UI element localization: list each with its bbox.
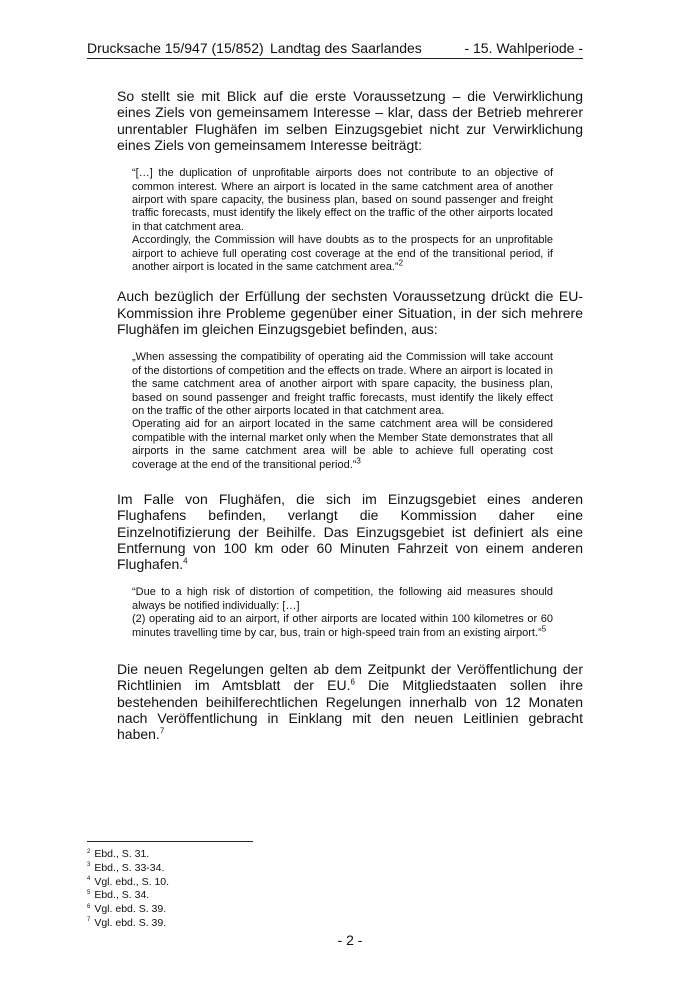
quote-3-part-b-text: (2) operating aid to an airport, if other airports are located within 100 kilometres or 60 minutes travelling time by car, bus, train or high-speed train from an existing airport.”	[132, 613, 553, 639]
page-header	[87, 40, 583, 59]
quote-3	[132, 586, 553, 640]
footnote-number: 5	[87, 889, 91, 896]
footnote-ref-2: 2	[398, 258, 404, 268]
paragraph-2: Auch bezüglich der Erfüllung der sechsten Voraussetzung drückt die EU-Kommission ihre Probleme gegenüber einer Situation, in der sich mehrere Flughäfen im gleichen Einzugsgebiet befinden, aus:	[117, 288, 583, 338]
quote-3-part-b	[132, 613, 553, 640]
footnote-number: 4	[87, 876, 91, 883]
header-parliament: Landtag des Saarlandes	[270, 40, 422, 56]
footnote-text: Ebd., S. 31.	[94, 848, 150, 860]
footnote-6	[87, 903, 169, 917]
paragraph-4-text-a: Die neuen Regelungen gelten ab dem Zeitpunkt der Veröffentlichung der Richtlinien im Amtsblatt der EU.	[117, 661, 583, 694]
quote-3-part-a: “Due to a high risk of distortion of competition, the following aid measures should always be notified individually: […]	[132, 586, 553, 612]
footnote-number: 3	[87, 862, 91, 869]
footnote-text: Ebd., S. 33-34.	[94, 861, 165, 874]
quote-1-part-b-text: Accordingly, the Commission will have doubts as to the prospects for an unprofitable airport to achieve full operating cost coverage at the end of the transitional period, if another airport is located in the same catchment area.”	[132, 234, 553, 274]
paragraph-3	[117, 491, 583, 572]
footnote-ref-4: 4	[183, 556, 188, 566]
footnote-text: Ebd., S. 34.	[94, 889, 150, 902]
page-number: - 2 -	[337, 932, 363, 948]
footnote-separator	[87, 841, 253, 842]
footnote-ref-5: 5	[541, 624, 547, 634]
paragraph-4	[117, 661, 583, 742]
paragraph-3-text: Im Falle von Flughäfen, die sich im Einzugsgebiet eines anderen Flughafens befinden, verlangt die Kommission daher eine Einzelnotifizierung der Beihilfe. Das Einzugsgebiet ist definiert als eine Entfernung von 100 km oder 60 Minuten Fahrzeit von einem anderen Flughafen.	[117, 490, 583, 573]
footnote-text: Vgl. ebd. S. 39.	[94, 903, 167, 916]
footnote-text: Vgl. ebd., S. 10.	[94, 875, 170, 888]
footnote-2	[87, 848, 169, 862]
footnotes	[87, 848, 169, 931]
header-legislative-period: - 15. Wahlperiode -	[464, 40, 583, 56]
quote-1-part-b	[132, 234, 553, 274]
footnote-number: 2	[87, 848, 91, 855]
quote-1-part-a: “[…] the duplication of unprofitable airports does not contribute to an objective of common interest. Where an airport is located in the same catchment area of another airport with spare capacity, the business plan, based on sound passenger and freight traffic forecasts, must identify the likely effect on the traffic of the other airports located in that catchment area.	[132, 167, 553, 233]
quote-2-part-b	[132, 418, 553, 472]
footnote-ref-6: 6	[350, 677, 355, 687]
footnote-text: Vgl. ebd. S. 39.	[94, 916, 167, 929]
footnote-3	[87, 862, 169, 876]
quote-2	[132, 351, 553, 472]
header-document-number: Drucksache 15/947 (15/852)	[87, 40, 264, 56]
footnote-ref-3: 3	[356, 455, 361, 465]
main-content	[117, 88, 583, 743]
quote-2-part-a: „When assessing the compatibility of operating aid the Commission will take account of the distortions of competition and the effects on trade. Where an airport is located in the same catchment area of another airport with spare capacity, the business plan, based on sound passenger and freight traffic forecasts, must identify the likely effect on the traffic of the other airports located in that catchment area.	[132, 351, 553, 417]
footnote-4	[87, 876, 169, 890]
footnote-number: 6	[87, 903, 91, 910]
footnote-ref-7: 7	[159, 726, 165, 736]
quote-1	[132, 167, 553, 274]
footnote-7	[87, 917, 169, 931]
paragraph-1: So stellt sie mit Blick auf die erste Voraussetzung – die Verwirklichung eines Ziels von gemeinsamem Interesse – klar, dass der Betrieb mehrerer unrentabler Flughäfen im selben Einzugsgebiet nicht zur Verwirklichung eines Ziels von gemeinsamem Interesse beiträgt:	[117, 88, 583, 153]
footnote-5	[87, 889, 169, 903]
quote-2-part-b-text: Operating aid for an airport located in the same catchment area will be considered compatible with the internal market only when the Member State demonstrates that all airports in the same catchment area will be able to achieve full operating cost coverage at the end of the transitional period.”	[132, 418, 553, 471]
paragraph-4-text-b: Die Mitgliedstaaten sollen ihre bestehenden beihilferechtlichen Regelungen innerhalb von 12 Monaten nach Veröffentlichung in Einklang mit den neuen Leitlinien gebracht haben.	[117, 677, 583, 743]
footnote-number: 7	[87, 917, 91, 924]
